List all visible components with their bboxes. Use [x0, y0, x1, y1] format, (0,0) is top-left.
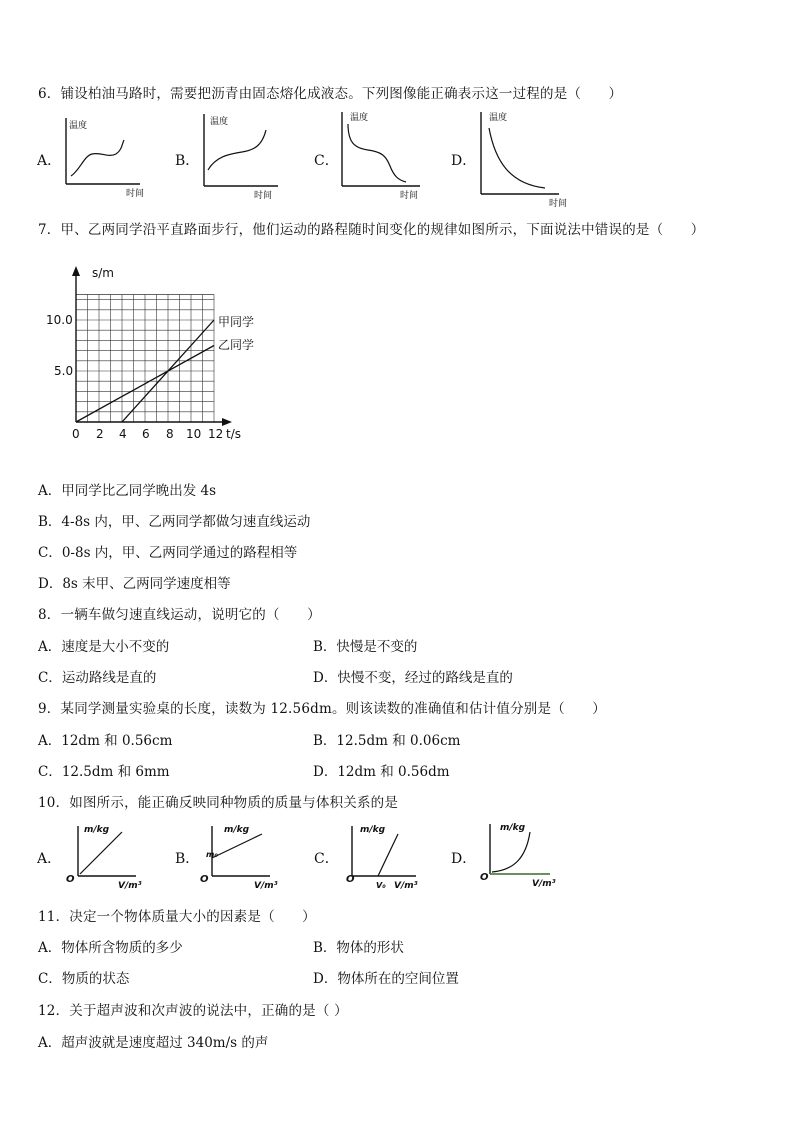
y-tick-5: 5.0	[54, 364, 74, 378]
q11-option-a[interactable]: A．物体所含物质的多少	[38, 940, 183, 956]
q10-option-a-label: A．	[37, 851, 62, 867]
q6-d-y-label: 温度	[489, 113, 508, 123]
q7-option-d[interactable]: D．8s 末甲、乙两同学速度相等	[38, 576, 231, 592]
q8-option-d[interactable]: D．快慢不变，经过的路线是直的	[313, 670, 513, 686]
q10-c-line	[378, 834, 398, 876]
series-yi-label: 乙同学	[218, 338, 255, 352]
q7-option-b[interactable]: B．4-8s 内，甲、乙两同学都做匀速直线运动	[38, 514, 311, 530]
q10-graph-c	[336, 820, 426, 892]
x-tick-12: 12	[208, 427, 224, 441]
q8-option-a[interactable]: A．速度是大小不变的	[38, 639, 170, 655]
q10-d-x-label: V/m³	[532, 879, 556, 889]
q8-option-c[interactable]: C．运动路线是直的	[38, 670, 157, 686]
q11-option-c[interactable]: C．物质的状态	[38, 971, 130, 987]
q6-option-d-label: D．	[451, 153, 477, 169]
q10-b-line	[212, 834, 262, 858]
x-tick-8: 8	[166, 427, 174, 441]
y-axis-arrow	[72, 266, 80, 276]
q10-option-c-label: C．	[314, 851, 339, 867]
q6-option-b-label: B．	[175, 153, 200, 169]
q10-a-y-label: m/kg	[84, 825, 110, 835]
q10-b-m0: m₀	[206, 850, 218, 859]
q10-c-v0: V₀	[376, 881, 386, 890]
y-axis-label: s/m	[92, 266, 114, 280]
q7-option-c[interactable]: C．0-8s 内，甲、乙两同学通过的路程相等	[38, 545, 298, 561]
q10-c-x-label: V/m³	[394, 881, 418, 891]
q10-graph-b	[196, 820, 286, 892]
q6-b-y-label: 温度	[210, 117, 229, 127]
q6-d-curve	[489, 128, 545, 188]
q8-option-b[interactable]: B．快慢是不变的	[313, 639, 418, 655]
x-tick-0: 0	[72, 427, 80, 441]
q6-graph-d	[475, 110, 568, 210]
q9-option-d[interactable]: D．12dm 和 0.56dm	[313, 764, 450, 780]
q10-d-origin: O	[480, 872, 489, 883]
q6-b-curve	[208, 130, 266, 170]
q10-a-origin: O	[66, 874, 75, 885]
x-axis-label: t/s	[226, 427, 241, 441]
q10-b-origin: O	[200, 874, 209, 885]
q10-c-y-label: m/kg	[360, 825, 386, 835]
y-tick-10: 10.0	[46, 313, 73, 327]
x-tick-6: 6	[142, 427, 150, 441]
x-axis-arrow	[222, 418, 232, 426]
question-9-stem: 9．某同学测量实验桌的长度，读数为 12.56dm。则该读数的准确值和估计值分别是（ ）	[38, 701, 606, 717]
q6-c-curve	[348, 124, 406, 182]
q10-a-x-label: V/m³	[118, 881, 142, 891]
q11-option-b[interactable]: B．物体的形状	[313, 940, 404, 956]
x-tick-4: 4	[119, 427, 127, 441]
q6-graph-a	[60, 112, 150, 200]
question-11-stem: 11．决定一个物体质量大小的因素是（ ）	[38, 909, 316, 925]
q10-d-curve	[492, 832, 530, 872]
q10-c-origin: O	[346, 874, 355, 885]
chart-grid	[76, 295, 214, 423]
question-7-stem: 7．甲、乙两同学沿平直路面步行，他们运动的路程随时间变化的规律如图所示，下面说法中错误的是（ ）	[38, 222, 705, 238]
q10-b-y-label: m/kg	[224, 825, 250, 835]
question-10-stem: 10．如图所示，能正确反映同种物质的质量与体积关系的是	[38, 795, 399, 811]
x-tick-2: 2	[96, 427, 104, 441]
q6-option-a-label: A．	[37, 153, 62, 169]
q6-a-y-label: 温度	[69, 121, 88, 131]
question-12-stem: 12．关于超声波和次声波的说法中，正确的是（ ）	[38, 1003, 348, 1019]
q6-graph-b	[198, 112, 288, 200]
q10-b-x-label: V/m³	[254, 881, 278, 891]
s-t-chart	[40, 262, 270, 448]
q12-option-a[interactable]: A．超声波就是速度超过 340m/s 的声	[38, 1035, 269, 1051]
question-6-stem: 6．铺设柏油马路时，需要把沥青由固态熔化成液态。下列图像能正确表示这一过程的是（ ）	[38, 86, 623, 102]
q11-option-d[interactable]: D．物体所在的空间位置	[313, 971, 459, 987]
q6-c-x-label: 时间	[400, 191, 419, 201]
q10-graph-d	[474, 818, 570, 892]
q9-option-a[interactable]: A．12dm 和 0.56cm	[38, 733, 173, 749]
x-tick-10: 10	[186, 427, 202, 441]
q10-option-b-label: B．	[175, 851, 200, 867]
q10-option-d-label: D．	[451, 851, 477, 867]
q6-c-y-label: 温度	[350, 113, 369, 123]
q9-option-b[interactable]: B．12.5dm 和 0.06cm	[313, 733, 461, 749]
q6-d-x-label: 时间	[549, 199, 568, 209]
q6-b-x-label: 时间	[254, 191, 273, 201]
q6-option-c-label: C．	[314, 153, 339, 169]
q6-graph-c	[336, 110, 426, 200]
q10-d-y-label: m/kg	[500, 823, 526, 833]
q9-option-c[interactable]: C．12.5dm 和 6mm	[38, 764, 170, 780]
q6-a-x-label: 时间	[126, 189, 145, 199]
q6-a-curve	[71, 140, 124, 176]
q10-graph-a	[62, 820, 152, 892]
q7-option-a[interactable]: A．甲同学比乙同学晚出发 4s	[38, 483, 217, 499]
question-8-stem: 8．一辆车做匀速直线运动，说明它的（ ）	[38, 607, 321, 623]
series-jia-label: 甲同学	[218, 315, 255, 329]
q10-a-line	[80, 832, 122, 874]
